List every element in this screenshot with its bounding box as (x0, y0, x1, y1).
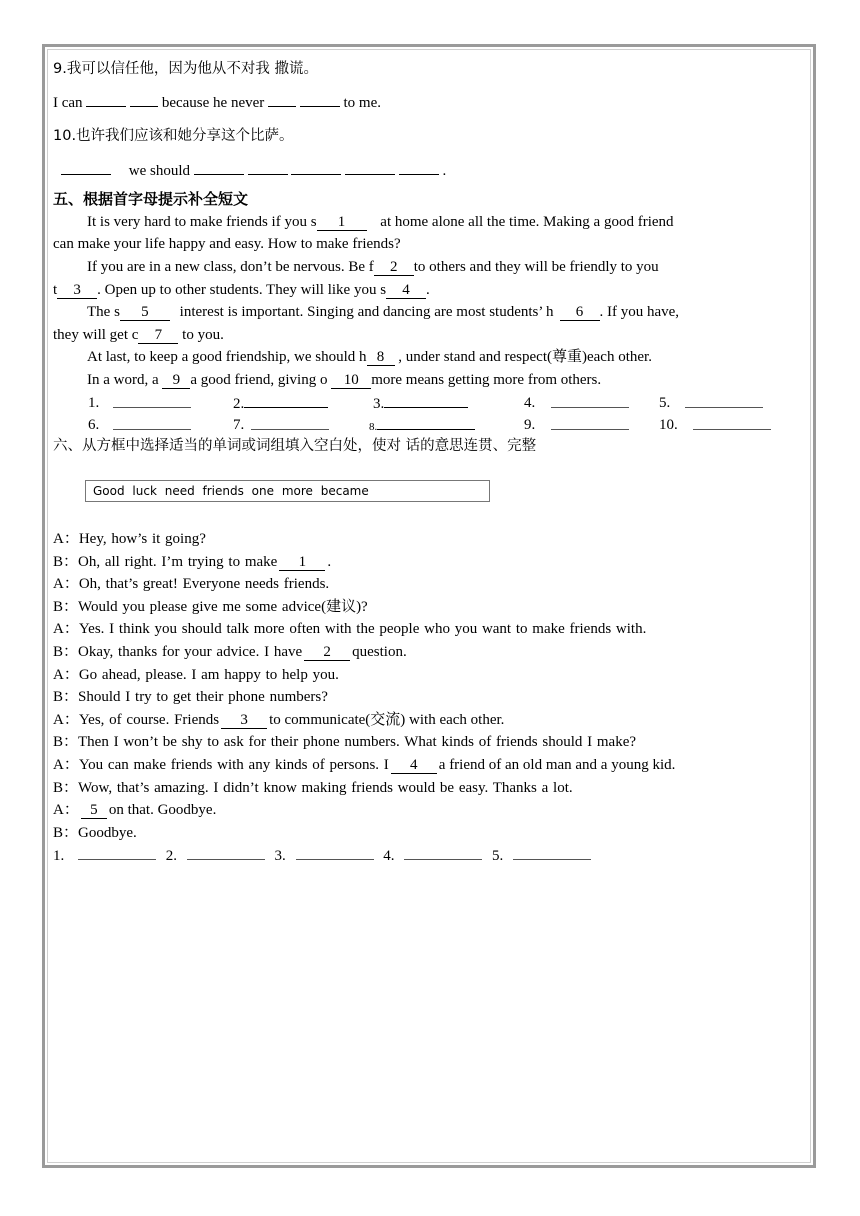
s6-answer-line-4[interactable] (404, 845, 482, 860)
speaker-label: A： (53, 576, 79, 593)
dialog-line (53, 800, 216, 820)
s5-line-3 (53, 257, 810, 277)
dialog-line (53, 823, 137, 843)
s6-answers (53, 845, 591, 866)
q9-text-b: because he never (161, 95, 265, 111)
speaker-label: B： (53, 824, 79, 841)
s5-text: At last, to keep a good friendship, we should h (87, 349, 367, 365)
s6-answer-line-1[interactable] (78, 845, 156, 860)
speaker-label: A： (53, 531, 79, 547)
s5-answer-line-4[interactable] (551, 393, 629, 414)
q10-blank-5[interactable] (345, 174, 395, 175)
answer-num: 10. (659, 417, 678, 433)
speaker-label: A： (53, 802, 79, 819)
dialog-text: Then I won’t be shy to ask for their phone numbers. What kinds of friends should I make? (78, 734, 637, 751)
q10-english (53, 161, 810, 181)
dialog-line (53, 710, 504, 730)
s5-answer-7 (233, 415, 244, 435)
s5-answer-4 (524, 393, 535, 413)
section6-heading: 六、从方框中选择适当的单词或词组填入空白处，使对 话的意思连贯、完整 (53, 438, 537, 454)
speaker-label: B： (53, 779, 79, 796)
answer-num: 6. (88, 417, 100, 433)
s6-answer-line-2[interactable] (187, 845, 265, 860)
q9-blank-4[interactable] (300, 106, 340, 107)
q10-chinese: 10.也许我们应该和她分享这个比萨。 (53, 128, 294, 144)
speaker-label: B： (53, 598, 79, 615)
speaker-label: B： (53, 734, 79, 751)
dialog-text: question. (352, 644, 407, 660)
s5-text: to you. (182, 327, 224, 343)
dialog-line (53, 574, 329, 594)
s5-text: . Open up to other students. They will like you s (97, 282, 387, 298)
dialog-text: Oh, all right. I’m trying to make (78, 553, 278, 570)
dialog-text: Should I try to get their phone numbers? (78, 689, 328, 706)
s5-line-2: can make your life happy and easy. How to make friends? (53, 236, 401, 252)
s5-blank-10[interactable]: 10 (331, 372, 371, 389)
s5-line-6 (53, 325, 810, 345)
speaker-label: A： (53, 757, 79, 773)
dialog-text: Hey, how’s it going? (78, 531, 206, 547)
word-bank-box: Good luck need friends one more became (85, 480, 490, 502)
q10-blank-4[interactable] (291, 174, 341, 175)
dialog-line (53, 687, 328, 707)
q10-blank-2[interactable] (194, 174, 244, 175)
s5-answer-line-6[interactable] (113, 415, 191, 436)
q10-blank-3[interactable] (248, 174, 288, 175)
dialog-text: Okay, thanks for your advice. I have (78, 644, 303, 660)
dialog-text: a friend of an old man and a young kid. (438, 757, 676, 773)
dialog-text: Yes, of course. Friends (78, 711, 220, 728)
q9-blank-3[interactable] (268, 106, 296, 107)
s5-text: more means getting more from others. (371, 372, 602, 388)
s5-answer-line-7[interactable] (251, 415, 329, 436)
q9-text-a: I can (53, 95, 83, 111)
s6-answer-line-3[interactable] (296, 845, 374, 860)
s5-answer-3 (373, 393, 468, 414)
q9-chinese: 9.我可以信任他，因为他从不对我 撒谎。 (53, 61, 318, 77)
dialog-text: Yes. I think you should talk more often with the people who you want to make friends with. (78, 621, 647, 638)
s5-blank-7[interactable]: 7 (138, 327, 178, 344)
speaker-label: B： (53, 644, 79, 660)
s5-answer-line-10[interactable] (693, 415, 771, 436)
s5-blank-5[interactable]: 5 (120, 304, 170, 321)
s5-blank-9[interactable]: 9 (162, 372, 190, 389)
speaker-label: A： (53, 711, 79, 728)
dialog-line (53, 619, 646, 639)
dialog-text: on that. Goodbye. (108, 802, 217, 819)
s5-answer-5 (659, 393, 670, 413)
s5-blank-3[interactable]: 3 (57, 282, 97, 299)
section5-heading: 五、根据首字母提示补全短文 (53, 190, 249, 208)
dialog-blank-4[interactable]: 4 (391, 757, 437, 774)
answer-num: 4. (524, 395, 536, 411)
dialog-line (53, 529, 206, 549)
s5-text: at home alone all the time. Making a good friend (380, 214, 674, 230)
dialog-blank-1[interactable]: 1 (279, 554, 325, 571)
q10-text-a: we should (128, 163, 190, 179)
dialog-blank-3[interactable]: 3 (221, 712, 267, 729)
s5-answer-10 (659, 415, 678, 435)
q9-text-c: to me. (343, 95, 381, 111)
s5-answer-line-1[interactable] (113, 393, 191, 414)
dialog-line (53, 597, 368, 617)
s5-text: a good friend, giving o (190, 372, 328, 388)
s5-text: they will get c (53, 327, 139, 343)
speaker-label: B： (53, 689, 79, 706)
answer-num: 1. (53, 848, 65, 864)
s5-blank-6[interactable]: 6 (560, 304, 600, 321)
dialog-line (53, 642, 407, 662)
s6-answer-line-5[interactable] (513, 845, 591, 860)
dialog-line (53, 755, 675, 775)
dialog-line (53, 778, 573, 798)
dialog-line (53, 665, 339, 685)
dialog-text: . (327, 553, 332, 570)
dialog-text: Wow, that’s amazing. I didn’t know making friends would be easy. Thanks a lot. (78, 779, 573, 796)
answer-num: 8. (369, 421, 378, 433)
answer-num: 4. (383, 848, 395, 864)
s5-text: , under stand and respect(尊重)each other. (398, 349, 652, 365)
s5-line-4 (53, 280, 810, 300)
s5-text: In a word, a (87, 372, 159, 388)
answer-num: 3. (274, 848, 286, 864)
q10-blank-1[interactable] (61, 174, 111, 175)
s5-blank-1[interactable]: 1 (317, 214, 367, 231)
answer-num: 2. (233, 396, 245, 412)
s5-text: . If you have, (599, 304, 680, 320)
s5-text: interest is important. Singing and dancing are most students’ h (179, 304, 554, 320)
s5-line-8 (53, 370, 810, 390)
speaker-label: A： (53, 621, 79, 638)
q10-end: . (442, 163, 447, 179)
speaker-label: B： (53, 553, 79, 570)
s5-line-1 (53, 212, 810, 232)
q10-blank-6[interactable] (399, 174, 439, 175)
dialog-text: Go ahead, please. I am happy to help you. (78, 666, 339, 683)
q9-blank-2[interactable] (130, 106, 158, 107)
q9-english (53, 93, 810, 113)
s5-text: to others and they will be friendly to you (413, 259, 659, 275)
s5-answer-9 (524, 415, 535, 435)
s5-answer-line-5[interactable] (685, 393, 763, 414)
answer-num: 3. (373, 396, 385, 412)
dialog-blank-2[interactable]: 2 (304, 644, 350, 661)
s5-answer-line-9[interactable] (551, 415, 629, 436)
dialog-text: Would you please give me some advice(建议)? (78, 598, 368, 615)
s5-answer-6 (88, 415, 99, 435)
answer-num: 9. (524, 417, 536, 433)
s5-text: . (426, 282, 430, 298)
dialog-line (53, 732, 636, 752)
s5-text: t (53, 282, 58, 298)
s5-line-5 (53, 302, 810, 322)
dialog-text: Goodbye. (78, 824, 137, 841)
answer-num: 5. (659, 395, 671, 411)
s5-text: It is very hard to make friends if you s (87, 214, 317, 230)
answer-num: 7. (233, 417, 245, 433)
dialog-text: to communicate(交流) with each other. (269, 711, 505, 728)
dialog-text: You can make friends with any kinds of persons. I (78, 757, 389, 773)
s5-answer-2 (233, 393, 328, 414)
answer-num: 1. (88, 395, 100, 411)
s5-blank-2[interactable]: 2 (374, 259, 414, 276)
s5-answer-8 (369, 415, 475, 437)
dialog-text: Oh, that’s great! Everyone needs friends. (78, 576, 330, 593)
s5-text: The s (87, 304, 120, 320)
s5-blank-4[interactable]: 4 (386, 282, 426, 299)
s5-line-7 (53, 347, 810, 367)
dialog-blank-5[interactable]: 5 (81, 802, 107, 819)
speaker-label: A： (53, 666, 79, 683)
answer-num: 5. (492, 848, 504, 864)
answer-num: 2. (165, 848, 177, 864)
s5-text: If you are in a new class, don’t be nervous. Be f (87, 259, 374, 275)
s5-blank-8[interactable]: 8 (367, 349, 395, 366)
q9-blank-1[interactable] (86, 106, 126, 107)
s5-answer-1 (88, 393, 99, 413)
dialog-line (53, 552, 331, 572)
